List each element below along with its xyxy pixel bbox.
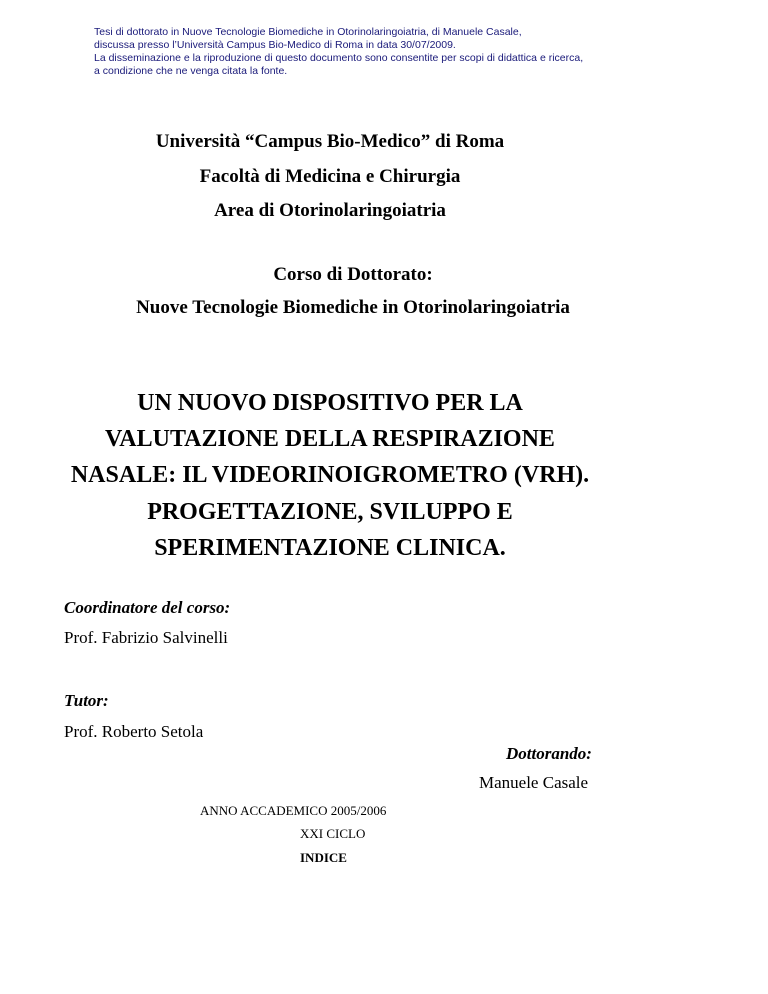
area-name: Area di Otorinolaringoiatria bbox=[214, 200, 446, 221]
tutor-name: Prof. Roberto Setola bbox=[64, 722, 204, 741]
coordinator-name: Prof. Fabrizio Salvinelli bbox=[64, 628, 228, 647]
thesis-title-line: SPERIMENTAZIONE CLINICA. bbox=[154, 535, 506, 561]
faculty-name: Facoltà di Medicina e Chirurgia bbox=[199, 166, 461, 187]
university-name: Università “Campus Bio-Medico” di Roma bbox=[155, 131, 505, 152]
student-label: Dottorando: bbox=[506, 744, 592, 763]
thesis-title-line: UN NUOVO DISPOSITIVO PER LA bbox=[137, 390, 523, 416]
notice-line: a condizione che ne venga citata la fonte. bbox=[94, 65, 288, 77]
course-label: Corso di Dottorato: bbox=[273, 264, 433, 285]
coordinator-label: Coordinatore del corso: bbox=[64, 598, 231, 617]
index-heading: INDICE bbox=[300, 850, 347, 865]
thesis-title-line: NASALE: IL VIDEORINOIGROMETRO (VRH). bbox=[70, 462, 590, 488]
student-name: Manuele Casale bbox=[479, 773, 589, 792]
notice-line: La disseminazione e la riproduzione di questo documento sono consentite per scopi di didattica e ricerca, bbox=[94, 52, 584, 64]
academic-year: ANNO ACCADEMICO 2005/2006 bbox=[200, 803, 387, 818]
notice-line: Tesi di dottorato in Nuove Tecnologie Biomediche in Otorinolaringoiatria, di Manuele Casale, bbox=[94, 26, 522, 38]
copyright-notice bbox=[94, 26, 583, 78]
thesis-title-line: PROGETTAZIONE, SVILUPPO E bbox=[147, 499, 513, 525]
tutor-label: Tutor: bbox=[64, 691, 109, 710]
thesis-title-line: VALUTAZIONE DELLA RESPIRAZIONE bbox=[105, 426, 555, 452]
notice-line: discussa presso l’Università Campus Bio-Medico di Roma in data 30/07/2009. bbox=[94, 39, 456, 51]
cycle: XXI CICLO bbox=[300, 826, 366, 841]
course-name: Nuove Tecnologie Biomediche in Otorinolaringoiatria bbox=[136, 297, 570, 318]
